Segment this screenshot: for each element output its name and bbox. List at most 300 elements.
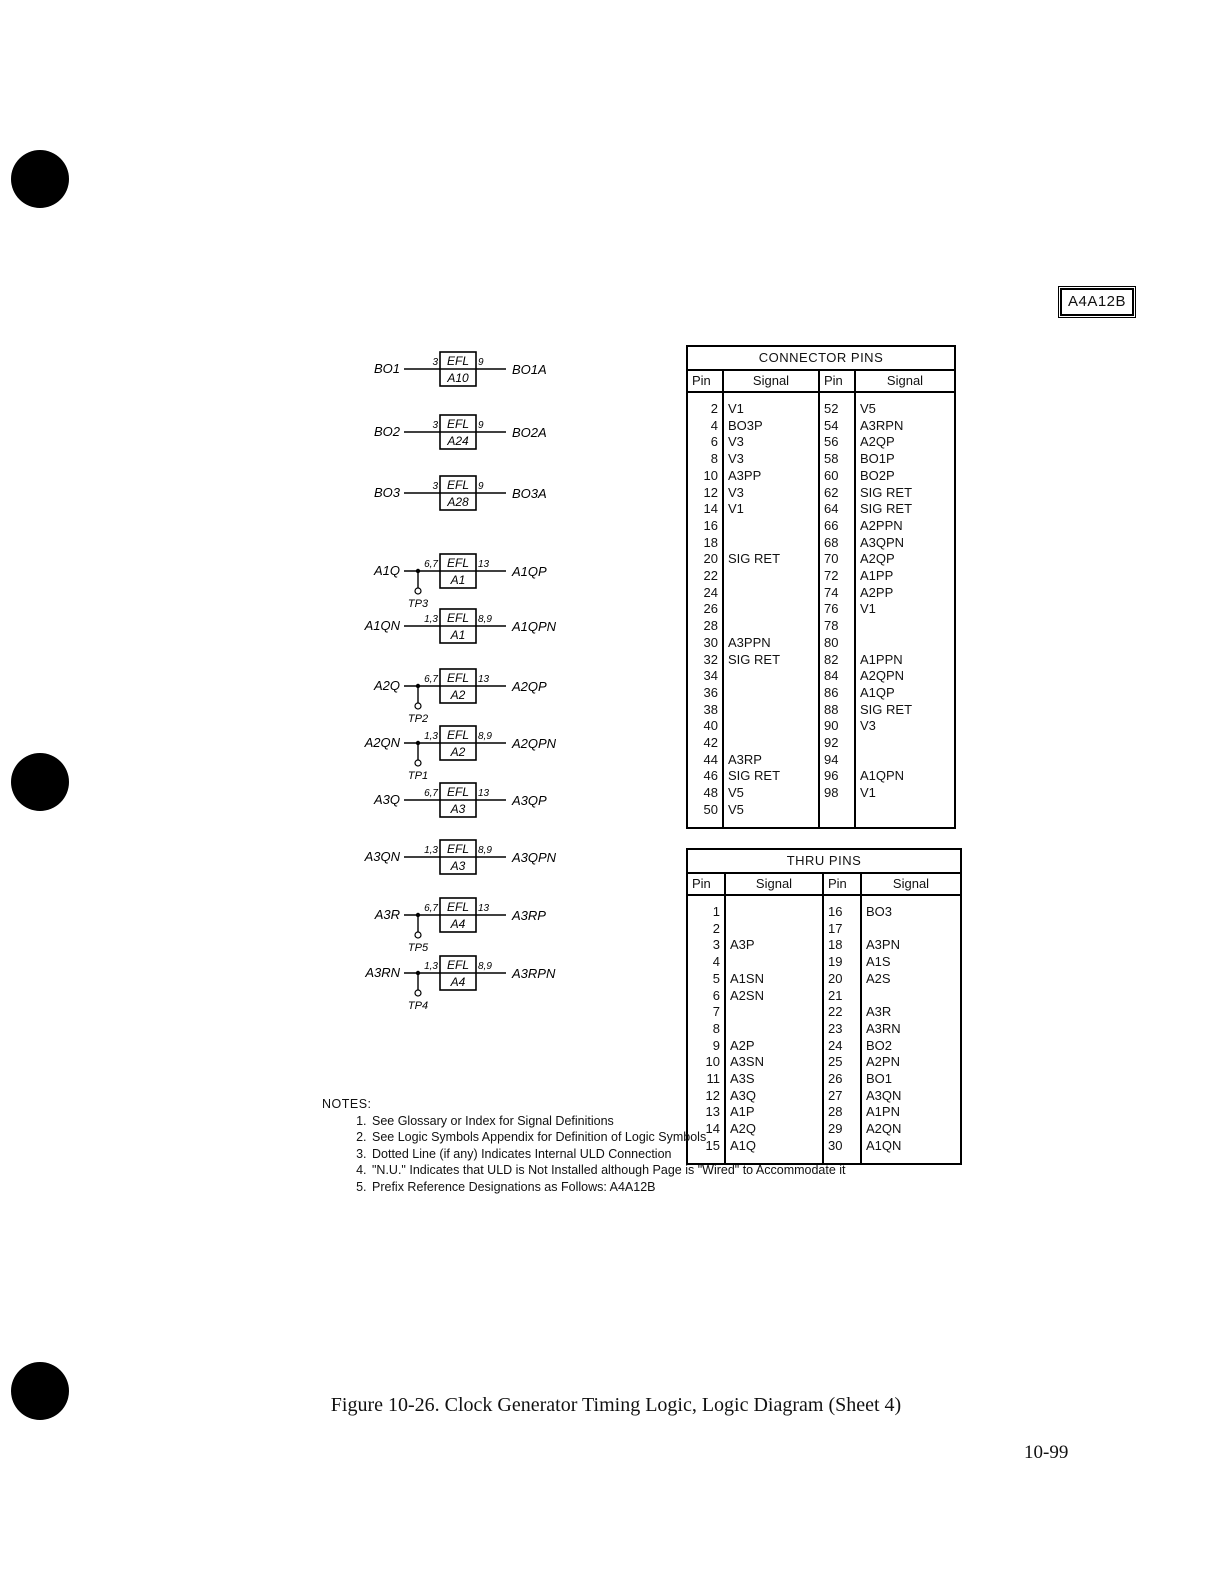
pin-signal: V5 — [855, 401, 955, 418]
note-item: 2. See Logic Symbols Appendix for Definition of Logic Symbols — [370, 1129, 846, 1146]
output-pin-numbers: 9 — [478, 420, 484, 431]
note-item: 4. "N.U." Indicates that ULD is Not Installed although Page is "Wired" to Accommodate it — [370, 1162, 846, 1179]
pin-number: 20 — [703, 551, 718, 567]
pin-signal: A3PPN — [723, 635, 819, 652]
pin-row — [687, 401, 955, 418]
gate-function: EFL — [446, 556, 470, 570]
input-pin-numbers: 1,3 — [424, 845, 438, 856]
input-pin-numbers: 6,7 — [424, 788, 438, 799]
col-signal: Signal — [861, 873, 961, 895]
output-pin-numbers: 9 — [478, 481, 484, 492]
pin-number: 4 — [710, 417, 718, 433]
input-pin-numbers: 3 — [432, 481, 438, 492]
pin-row — [687, 988, 961, 1005]
pin-row — [687, 954, 961, 971]
gate-efl — [364, 956, 556, 1012]
test-point-label: TP4 — [407, 1000, 429, 1012]
pin-row — [687, 451, 955, 468]
gate-efl — [364, 840, 557, 874]
pin-signal: V1 — [855, 601, 955, 618]
binder-hole-top — [11, 150, 69, 208]
pin-signal: A2S — [861, 971, 961, 988]
pin-row — [687, 735, 955, 752]
pin-number: 28 — [703, 618, 718, 634]
col-signal: Signal — [725, 873, 823, 895]
pin-row — [687, 418, 955, 435]
gate-efl — [364, 609, 557, 643]
pin-number: 90 — [819, 718, 855, 735]
pin-number: 27 — [823, 1088, 861, 1105]
pin-signal — [725, 1021, 823, 1038]
pin-number: 32 — [703, 651, 718, 667]
test-point-label: TP5 — [407, 942, 429, 954]
pin-signal: A3R — [861, 1004, 961, 1021]
pin-number: 8 — [710, 451, 718, 467]
pin-row — [687, 1004, 961, 1021]
pin-number: 12 — [703, 484, 718, 500]
pin-row — [687, 971, 961, 988]
pin-signal — [725, 904, 823, 921]
pin-number: 3 — [712, 937, 720, 953]
gate-efl — [374, 898, 547, 954]
pin-number: 82 — [819, 652, 855, 669]
test-point-icon — [415, 588, 421, 594]
col-pin: Pin — [823, 873, 861, 895]
pin-row — [687, 1038, 961, 1055]
gate-efl — [364, 726, 557, 782]
pin-number: 16 — [823, 904, 861, 921]
pin-number: 22 — [823, 1004, 861, 1021]
col-signal: Signal — [855, 370, 955, 392]
pin-number: 26 — [823, 1071, 861, 1088]
output-pin-numbers: 13 — [478, 903, 490, 914]
input-signal: A2QN — [364, 735, 400, 750]
pin-number: 86 — [819, 685, 855, 702]
pin-signal: A2P — [725, 1038, 823, 1055]
pin-number: 4 — [712, 954, 720, 970]
pin-row — [687, 702, 955, 719]
gate-function: EFL — [446, 478, 470, 492]
pin-signal — [723, 518, 819, 535]
figure-caption: Figure 10-26. Clock Generator Timing Logic, Logic Diagram (Sheet 4) — [330, 1394, 902, 1416]
pin-signal: A2QN — [861, 1121, 961, 1138]
pin-row — [687, 904, 961, 921]
input-signal: A3RN — [365, 965, 400, 980]
pin-number: 24 — [823, 1038, 861, 1055]
pin-number: 18 — [703, 534, 718, 550]
output-pin-numbers: 8,9 — [478, 845, 492, 856]
pin-signal — [723, 618, 819, 635]
pin-signal: A1QN — [861, 1138, 961, 1155]
pin-signal: A2SN — [725, 988, 823, 1005]
pin-signal: V1 — [855, 785, 955, 802]
output-signal: A1QP — [512, 564, 547, 579]
gate-efl — [373, 783, 547, 817]
page-number: 10-99 — [1024, 1442, 1069, 1463]
pin-row — [687, 535, 955, 552]
pin-row — [687, 668, 955, 685]
gate-efl — [374, 415, 547, 449]
gate-reference: A24 — [447, 434, 469, 448]
output-signal: A1QPN — [512, 619, 557, 634]
pin-number: 42 — [703, 735, 718, 751]
gate-reference: A3 — [450, 802, 466, 816]
pin-signal — [861, 988, 961, 1005]
pin-row — [687, 635, 955, 652]
pin-number: 36 — [703, 684, 718, 700]
pin-number: 18 — [823, 937, 861, 954]
pin-signal: V5 — [723, 785, 819, 802]
pin-signal: A3P — [725, 937, 823, 954]
pin-signal: A3RPN — [855, 418, 955, 435]
pin-signal: BO2 — [861, 1038, 961, 1055]
pin-row — [687, 937, 961, 954]
pin-signal — [855, 752, 955, 769]
pin-number: 13 — [705, 1104, 720, 1120]
pin-number: 44 — [703, 751, 718, 767]
pin-signal: A1SN — [725, 971, 823, 988]
pin-number: 10 — [705, 1054, 720, 1070]
gate-efl — [373, 554, 547, 610]
pin-number: 94 — [819, 752, 855, 769]
pin-signal: A3Q — [725, 1088, 823, 1105]
pin-signal: V3 — [723, 451, 819, 468]
notes-section — [322, 1096, 846, 1196]
pin-signal: A3RP — [723, 752, 819, 769]
pin-signal: A1P — [725, 1104, 823, 1121]
pin-signal — [723, 601, 819, 618]
gate-reference: A3 — [450, 859, 466, 873]
gate-function: EFL — [446, 728, 470, 742]
pin-row — [687, 685, 955, 702]
gate-function: EFL — [446, 354, 470, 368]
test-point-icon — [415, 990, 421, 996]
pin-signal: A2PP — [855, 585, 955, 602]
output-signal: A3QP — [512, 793, 547, 808]
pin-row — [687, 785, 955, 802]
pin-number: 40 — [703, 718, 718, 734]
gate-function: EFL — [446, 958, 470, 972]
pin-number: 19 — [823, 954, 861, 971]
pin-number — [819, 802, 855, 819]
output-pin-numbers: 13 — [478, 559, 490, 570]
pin-row — [687, 802, 955, 819]
test-point-label: TP2 — [407, 713, 429, 725]
pin-number: 1 — [712, 904, 720, 919]
pin-signal: A3RN — [861, 1021, 961, 1038]
input-signal: A3R — [374, 907, 400, 922]
gate-reference: A2 — [450, 688, 466, 702]
pin-row — [687, 1071, 961, 1088]
gate-reference: A4 — [450, 917, 466, 931]
pin-signal — [855, 802, 955, 819]
pin-signal: A3S — [725, 1071, 823, 1088]
pin-signal: A2Q — [725, 1121, 823, 1138]
pin-number: 58 — [819, 451, 855, 468]
reference-designator-tag: A4A12B — [1060, 288, 1134, 316]
pin-number: 64 — [819, 501, 855, 518]
col-pin: Pin — [687, 370, 723, 392]
pin-number: 16 — [703, 517, 718, 533]
output-signal: BO1A — [512, 362, 547, 377]
pin-signal — [723, 568, 819, 585]
pin-number: 6 — [712, 987, 720, 1003]
notes-title: NOTES: — [322, 1097, 372, 1111]
input-pin-numbers: 6,7 — [424, 674, 438, 685]
pin-signal: SIG RET — [723, 768, 819, 785]
pin-row — [687, 485, 955, 502]
pin-number: 20 — [823, 971, 861, 988]
gate-function: EFL — [446, 611, 470, 625]
input-pin-numbers: 1,3 — [424, 961, 438, 972]
pin-number: 62 — [819, 485, 855, 502]
pin-signal — [855, 635, 955, 652]
pin-signal: V3 — [723, 434, 819, 451]
output-pin-numbers: 8,9 — [478, 961, 492, 972]
pin-number: 60 — [819, 468, 855, 485]
pin-number: 14 — [705, 1121, 720, 1137]
pin-row — [687, 585, 955, 602]
input-signal: BO1 — [373, 361, 400, 376]
output-signal: BO2A — [512, 425, 547, 440]
col-signal: Signal — [723, 370, 819, 392]
gate-function: EFL — [446, 417, 470, 431]
output-pin-numbers: 13 — [478, 788, 490, 799]
pin-number: 15 — [705, 1137, 720, 1153]
pin-row — [687, 551, 955, 568]
input-signal: A1QN — [364, 618, 400, 633]
pin-number: 66 — [819, 518, 855, 535]
pin-row — [687, 568, 955, 585]
pin-number: 70 — [819, 551, 855, 568]
pin-signal: A1PP — [855, 568, 955, 585]
pin-number: 5 — [712, 970, 720, 986]
output-pin-numbers: 13 — [478, 674, 490, 685]
output-pin-numbers: 8,9 — [478, 614, 492, 625]
pin-signal: V1 — [723, 501, 819, 518]
pin-number: 68 — [819, 535, 855, 552]
pin-number: 23 — [823, 1021, 861, 1038]
output-signal: A3RPN — [512, 966, 556, 981]
pin-signal: SIG RET — [855, 501, 955, 518]
input-signal: A1Q — [373, 563, 400, 578]
input-pin-numbers: 1,3 — [424, 614, 438, 625]
col-pin: Pin — [819, 370, 855, 392]
col-pin: Pin — [687, 873, 725, 895]
gate-reference: A28 — [447, 495, 469, 509]
gate-function: EFL — [446, 785, 470, 799]
pin-row — [687, 752, 955, 769]
pin-signal — [861, 921, 961, 938]
gate-reference: A4 — [450, 975, 466, 989]
pin-signal — [855, 735, 955, 752]
pin-number: 50 — [703, 801, 718, 817]
gate-function: EFL — [446, 671, 470, 685]
pin-signal: A1QPN — [855, 768, 955, 785]
output-pin-numbers: 8,9 — [478, 731, 492, 742]
pin-signal: A2QP — [855, 551, 955, 568]
pin-row — [687, 468, 955, 485]
pin-number: 2 — [710, 401, 718, 416]
logic-diagram — [360, 345, 590, 1020]
pin-signal: SIG RET — [723, 551, 819, 568]
pin-signal: V3 — [855, 718, 955, 735]
output-signal: A3RP — [512, 908, 546, 923]
pin-signal: A1Q — [725, 1138, 823, 1155]
pin-row — [687, 1021, 961, 1038]
pin-number: 80 — [819, 635, 855, 652]
pin-signal: A3SN — [725, 1054, 823, 1071]
pin-number: 8 — [712, 1020, 720, 1036]
note-item: 3. Dotted Line (if any) Indicates Internal ULD Connection — [370, 1146, 846, 1163]
pin-signal: BO3 — [861, 904, 961, 921]
pin-number: 48 — [703, 785, 718, 801]
input-pin-numbers: 6,7 — [424, 903, 438, 914]
output-signal: A3QPN — [512, 850, 557, 865]
pin-signal — [723, 702, 819, 719]
pin-number: 21 — [823, 988, 861, 1005]
pin-signal — [723, 718, 819, 735]
pin-number: 24 — [703, 584, 718, 600]
pin-signal — [725, 921, 823, 938]
note-item: 1. See Glossary or Index for Signal Definitions — [370, 1113, 846, 1130]
gate-efl — [373, 669, 547, 725]
binder-hole-middle — [11, 753, 69, 811]
pin-signal: BO2P — [855, 468, 955, 485]
pin-signal: SIG RET — [723, 652, 819, 669]
pin-signal — [855, 618, 955, 635]
pin-signal: A2PPN — [855, 518, 955, 535]
pin-signal: BO1 — [861, 1071, 961, 1088]
pin-number: 11 — [706, 1071, 720, 1087]
test-point-icon — [415, 703, 421, 709]
pin-signal — [723, 585, 819, 602]
output-signal: A2QP — [512, 679, 547, 694]
pin-signal: BO1P — [855, 451, 955, 468]
input-pin-numbers: 3 — [432, 420, 438, 431]
pin-number: 92 — [819, 735, 855, 752]
note-item: 5. Prefix Reference Designations as Follows: A4A12B — [370, 1179, 846, 1196]
pin-number: 54 — [819, 418, 855, 435]
pin-number: 12 — [705, 1087, 720, 1103]
input-signal: A2Q — [373, 678, 400, 693]
pin-number: 17 — [823, 921, 861, 938]
pin-row — [687, 768, 955, 785]
pin-row — [687, 501, 955, 518]
thru-pins-title: THRU PINS — [687, 849, 961, 873]
pin-signal: A1PPN — [855, 652, 955, 669]
input-pin-numbers: 3 — [432, 357, 438, 368]
pin-number: 30 — [703, 634, 718, 650]
pin-number: 34 — [703, 668, 718, 684]
pin-signal: A3PN — [861, 937, 961, 954]
pin-row — [687, 652, 955, 669]
pin-number: 76 — [819, 601, 855, 618]
pin-signal: A2QP — [855, 434, 955, 451]
input-signal: BO2 — [373, 424, 400, 439]
connector-pins-header — [687, 370, 955, 392]
pin-number: 98 — [819, 785, 855, 802]
pin-row — [687, 1054, 961, 1071]
pin-signal — [723, 735, 819, 752]
test-point-label: TP1 — [407, 770, 429, 782]
pin-row — [687, 718, 955, 735]
pin-number: 28 — [823, 1104, 861, 1121]
pin-number: 74 — [819, 585, 855, 602]
pin-number: 22 — [703, 568, 718, 584]
pin-number: 9 — [712, 1037, 720, 1053]
pin-signal — [723, 535, 819, 552]
pin-signal: A1PN — [861, 1104, 961, 1121]
pin-signal — [723, 668, 819, 685]
pin-number: 29 — [823, 1121, 861, 1138]
gate-function: EFL — [446, 900, 470, 914]
pin-signal: A3QN — [861, 1088, 961, 1105]
pin-number: 25 — [823, 1054, 861, 1071]
connector-pins-title: CONNECTOR PINS — [687, 346, 955, 370]
pin-signal: V3 — [723, 485, 819, 502]
thru-pins-header — [687, 873, 961, 895]
pin-row — [687, 518, 955, 535]
pin-signal: A1S — [861, 954, 961, 971]
pin-number: 78 — [819, 618, 855, 635]
pin-signal: V1 — [723, 401, 819, 418]
gate-reference: A1 — [450, 573, 466, 587]
pin-signal: A2PN — [861, 1054, 961, 1071]
pin-number: 72 — [819, 568, 855, 585]
gate-reference: A10 — [447, 371, 469, 385]
gate-efl — [374, 352, 547, 386]
pin-signal: A1QP — [855, 685, 955, 702]
gate-function: EFL — [446, 842, 470, 856]
pin-number: 2 — [712, 920, 720, 936]
test-point-icon — [415, 760, 421, 766]
pin-number: 84 — [819, 668, 855, 685]
output-pin-numbers: 9 — [478, 357, 484, 368]
test-point-label: TP3 — [407, 598, 429, 610]
gate-reference: A1 — [450, 628, 466, 642]
pin-number: 88 — [819, 702, 855, 719]
test-point-icon — [415, 932, 421, 938]
pin-signal: V5 — [723, 802, 819, 819]
pin-signal — [723, 685, 819, 702]
pin-signal: A3PP — [723, 468, 819, 485]
input-signal: BO3 — [373, 485, 400, 500]
pin-number: 26 — [703, 601, 718, 617]
input-signal: A3QN — [364, 849, 400, 864]
output-signal: A2QPN — [512, 736, 557, 751]
gate-efl — [374, 476, 547, 510]
pin-number: 52 — [819, 401, 855, 418]
input-signal: A3Q — [373, 792, 400, 807]
connector-pins-table — [686, 345, 956, 829]
pin-number: 96 — [819, 768, 855, 785]
input-pin-numbers: 1,3 — [424, 731, 438, 742]
pin-number: 56 — [819, 434, 855, 451]
pin-row — [687, 921, 961, 938]
pin-number: 6 — [710, 434, 718, 450]
pin-number: 46 — [703, 768, 718, 784]
pin-signal: SIG RET — [855, 485, 955, 502]
pin-row — [687, 434, 955, 451]
gate-reference: A2 — [450, 745, 466, 759]
pin-number: 7 — [712, 1004, 720, 1020]
pin-number: 10 — [703, 467, 718, 483]
pin-signal: A3QPN — [855, 535, 955, 552]
pin-signal: SIG RET — [855, 702, 955, 719]
pin-signal — [725, 954, 823, 971]
pin-signal: BO3P — [723, 418, 819, 435]
